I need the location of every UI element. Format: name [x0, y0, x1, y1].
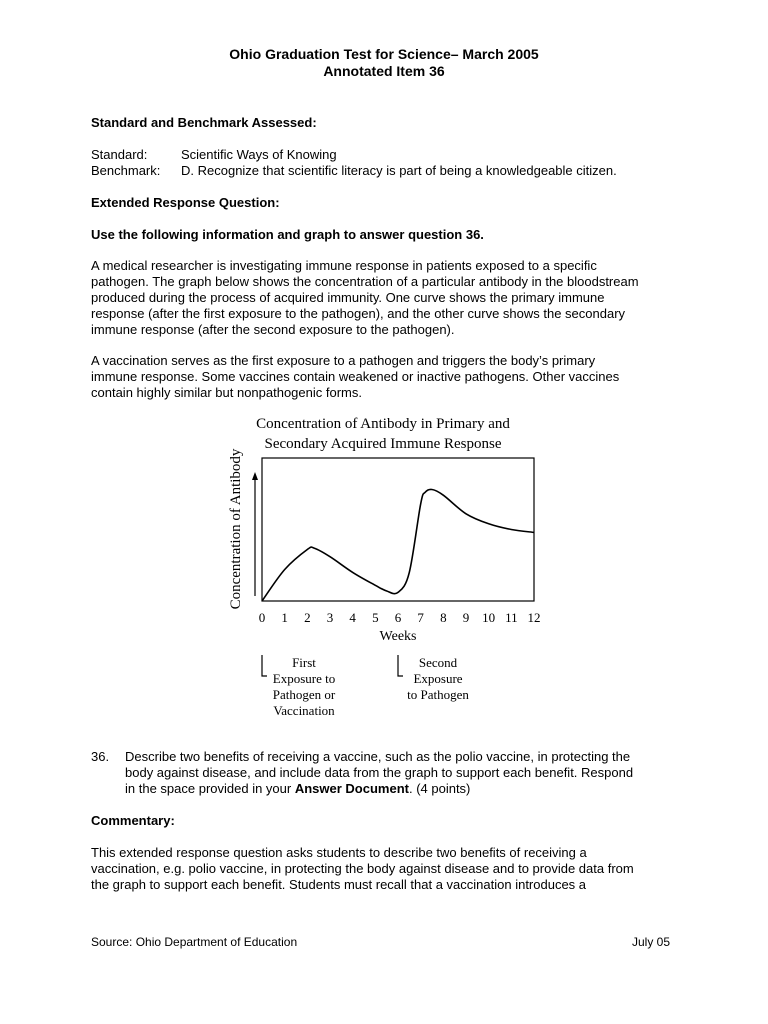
standard-heading: Standard and Benchmark Assessed:	[91, 115, 317, 130]
text-line: Describe two benefits of receiving a vaccine, such as the polio vaccine, in protecting the	[125, 749, 631, 764]
y-axis-arrowhead	[252, 472, 258, 480]
text-line: produced during the process of acquired immunity. One curve shows the primary immune	[91, 290, 605, 305]
standard-label: Standard:	[91, 147, 148, 162]
text-line: This extended response question asks students to describe two benefits of receiving a	[91, 845, 587, 860]
exposure-annotation-line: Second	[418, 655, 458, 670]
text-line: immune response. Some vaccines contain weakened or inactive pathogens. Other vaccines	[91, 369, 620, 384]
plot-frame	[262, 458, 534, 601]
x-tick-label: 9	[462, 610, 470, 625]
text-line: the graph to support each benefit. Students must recall that a vaccination introduces a	[91, 877, 587, 892]
exposure-annotation-line: Pathogen or	[272, 687, 336, 702]
commentary-heading: Commentary:	[91, 813, 175, 828]
x-tick-label: 7	[417, 610, 424, 625]
question-heading: Extended Response Question:	[91, 195, 280, 210]
x-tick-label: 8	[440, 610, 447, 625]
question-instruction: Use the following information and graph to answer question 36.	[91, 227, 484, 242]
text-line: response (after the first exposure to the pathogen), and the other curve shows the secondary	[91, 306, 626, 321]
doc-subtitle: Annotated Item 36	[323, 63, 445, 79]
standard-value: Scientific Ways of Knowing	[181, 147, 337, 162]
chart-title-line2: Secondary Acquired Immune Response	[264, 436, 502, 452]
x-tick-label: 1	[281, 610, 288, 625]
exposure-annotation-line: First	[292, 655, 316, 670]
x-tick-label: 2	[304, 610, 311, 625]
question-36-text	[125, 749, 695, 797]
x-tick-label: 6	[394, 610, 402, 625]
text-line	[125, 781, 695, 797]
chart-title-line1: Concentration of Antibody in Primary and	[256, 416, 510, 432]
antibody-curve	[262, 489, 534, 601]
text-line: A medical researcher is investigating immune response in patients exposed to a specific	[91, 258, 597, 273]
x-tick-label: 11	[505, 610, 518, 625]
standard-row	[91, 147, 691, 163]
text-span: . (4 points)	[408, 781, 471, 796]
x-axis-label: Weeks	[379, 629, 417, 644]
exposure-bracket	[262, 655, 267, 676]
x-tick-label: 3	[326, 610, 334, 625]
x-ticks	[259, 610, 541, 625]
text-line: contain highly similar but nonpathogenic forms.	[91, 385, 362, 400]
antibody-chart	[222, 408, 552, 724]
annotations	[262, 655, 469, 718]
text-line: vaccination, e.g. polio vaccine, in protecting the body against disease and to provide data from	[91, 861, 634, 876]
question-number: 36.	[91, 749, 110, 764]
x-tick-label: 12	[527, 610, 541, 625]
exposure-annotation-line: Exposure to	[272, 671, 336, 686]
exposure-annotation-line: Exposure	[413, 671, 463, 686]
vaccination-paragraph	[91, 353, 691, 401]
benchmark-value: D. Recognize that scientific literacy is part of being a knowledgeable citizen.	[181, 163, 617, 178]
intro-paragraph	[91, 258, 691, 338]
x-tick-label: 4	[349, 610, 356, 625]
doc-title: Ohio Graduation Test for Science– March 2005	[229, 46, 539, 62]
x-tick-label: 5	[372, 610, 379, 625]
footer-source: Source: Ohio Department of Education	[91, 935, 298, 949]
exposure-annotation-line: to Pathogen	[407, 687, 469, 702]
text-line: A vaccination serves as the first exposure to a pathogen and triggers the body’s primary	[91, 353, 596, 368]
answer-document-ref: Answer Document	[294, 781, 409, 796]
text-line: immune response (after the second exposure to the pathogen).	[91, 322, 455, 337]
text-line: body against disease, and include data from the graph to support each benefit. Respond	[125, 765, 634, 780]
benchmark-label: Benchmark:	[91, 163, 161, 178]
text-span: in the space provided in your	[125, 781, 295, 796]
exposure-bracket	[398, 655, 403, 676]
benchmark-row	[91, 163, 691, 179]
x-tick-label: 0	[258, 610, 266, 625]
exposure-annotation-line: Vaccination	[273, 703, 335, 718]
commentary-paragraph	[91, 845, 691, 893]
y-axis-label: Concentration of Antibody	[228, 448, 244, 610]
x-tick-label: 10	[482, 610, 496, 625]
footer-date: July 05	[632, 935, 671, 949]
text-line: pathogen. The graph below shows the concentration of a particular antibody in the bloodstream	[91, 274, 639, 289]
